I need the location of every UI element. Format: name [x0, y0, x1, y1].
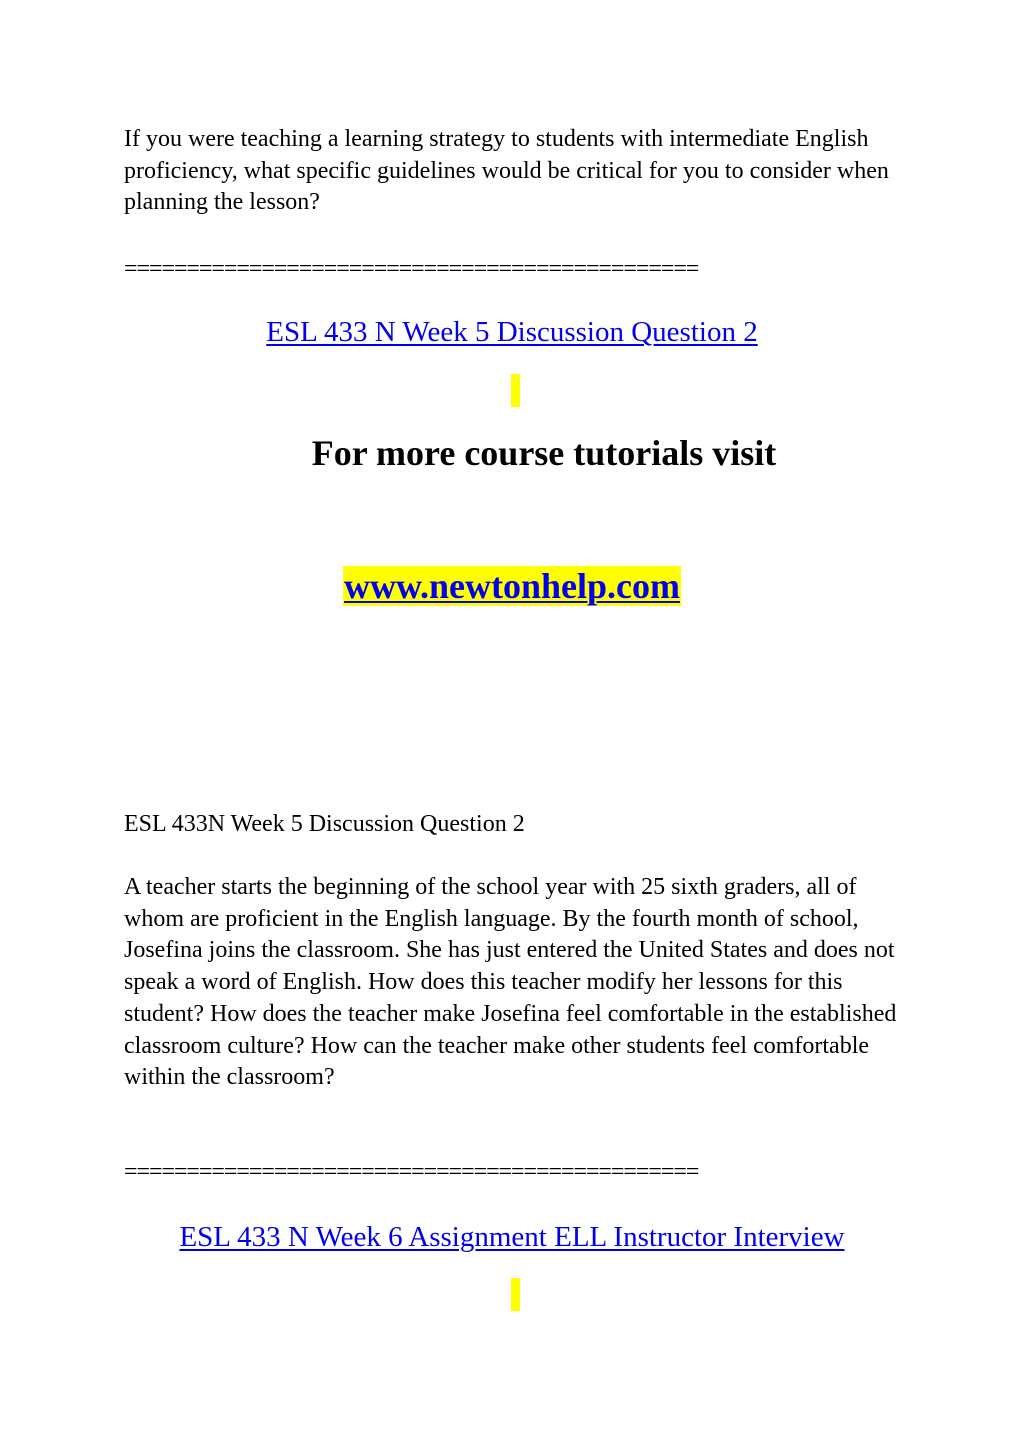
highlight-marker: [511, 374, 520, 407]
section1-title: [0, 314, 1024, 350]
separator-line-bottom: ==============================================: [124, 1159, 699, 1185]
newtonhelp-link[interactable]: www.newtonhelp.com: [343, 566, 680, 606]
section2-title-link[interactable]: ESL 433 N Week 6 Assignment ELL Instructor Interview: [179, 1221, 845, 1253]
intro-question-text: If you were teaching a learning strategy to students with intermediate English proficiency, what specific guidelines would be critical for you to consider when planning the lesson?: [124, 126, 889, 216]
promo-text: For more course tutorials visit: [311, 433, 777, 473]
promo-site: [0, 566, 1024, 606]
separator-line-top: ==============================================: [124, 256, 699, 282]
section2-title: [0, 1219, 1024, 1255]
body-heading: ESL 433N Week 5 Discussion Question 2: [124, 811, 525, 837]
body-question-text: A teacher starts the beginning of the school year with 25 sixth graders, all of whom are proficient in the English language. By the fourth month of school, Josefina joins the classroom. She has just entered the United States and does not speak a word of English. How does this teacher modify her lessons for this student? How does the teacher make Josefina feel comfortable in the established classroom culture? How can the teacher make other students feel comfortable within the classroom?: [124, 874, 897, 1091]
section1-title-link[interactable]: ESL 433 N Week 5 Discussion Question 2: [266, 316, 758, 348]
highlight-marker: [511, 1278, 520, 1311]
